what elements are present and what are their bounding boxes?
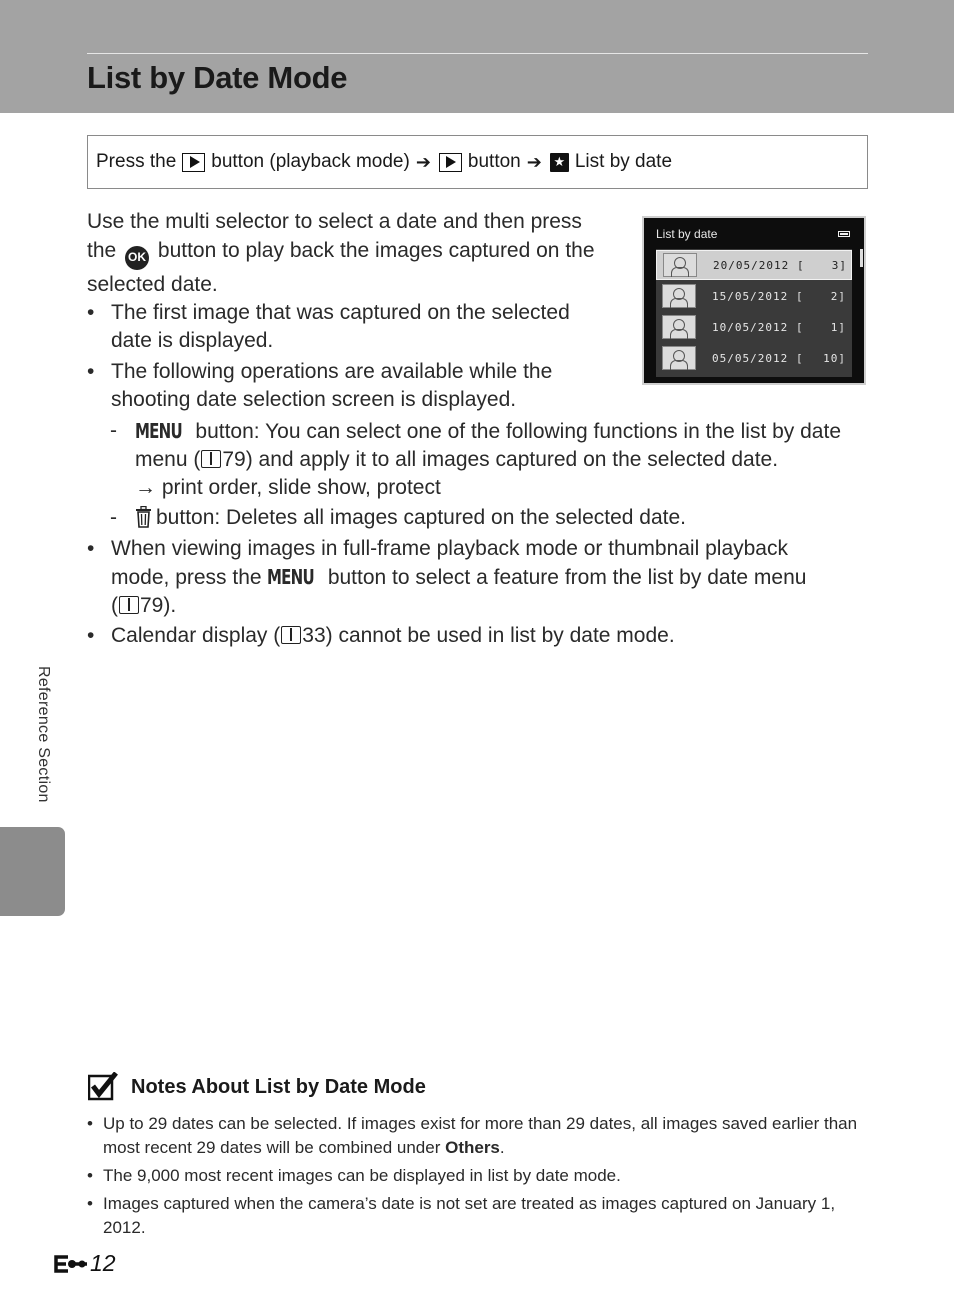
intro-line-3: selected date. xyxy=(87,272,218,296)
nav-button: button xyxy=(467,151,521,172)
checkmark-note-icon xyxy=(88,1072,118,1101)
arrow-right-icon: ➔ xyxy=(526,151,542,172)
bullet-dot: • xyxy=(87,1114,93,1133)
page-ref: 79 xyxy=(222,448,246,471)
section-label: Reference Section xyxy=(35,666,52,803)
section-tab xyxy=(0,827,65,916)
bullet-dot: • xyxy=(87,1166,93,1185)
nav-button-playback: button (playback mode) xyxy=(211,151,410,172)
date-row xyxy=(656,312,852,342)
bullet-line: date is displayed. xyxy=(111,329,274,352)
bullet-line-text: button to select a feature from the list by date menu xyxy=(327,566,807,589)
note-line-text: . xyxy=(499,1138,505,1157)
header-rule xyxy=(87,53,868,54)
sub-text xyxy=(135,417,870,502)
bullet-line-text: ). xyxy=(163,594,177,617)
note-item xyxy=(87,1164,867,1188)
sub-item-delete xyxy=(110,504,870,532)
bullet-line-text: Calendar display ( xyxy=(111,624,281,647)
row-bracket: [ xyxy=(796,320,804,334)
sub-line-text: button: You can select one of the following functions in the list by date xyxy=(195,420,841,443)
book-reference-icon xyxy=(201,450,221,468)
page-ref: 79 xyxy=(140,594,164,617)
sub-text xyxy=(135,504,870,532)
bullet-text xyxy=(111,299,570,355)
bullet-dot: • xyxy=(87,301,95,324)
list-item xyxy=(87,535,857,619)
sub-line-text: ) and apply it to all images captured on the selected date. xyxy=(245,448,779,471)
bullet-line-text: ) cannot be used in list by date mode. xyxy=(325,624,675,647)
thumbnail-image xyxy=(662,284,696,308)
menu-button-icon: MENU xyxy=(267,565,315,589)
date-row xyxy=(656,343,852,373)
sub-line xyxy=(135,446,870,474)
ok-button-icon: OK xyxy=(125,246,149,270)
thumbnail-image xyxy=(663,253,697,277)
thumbnail-image xyxy=(662,315,696,339)
page-number-text: 12 xyxy=(90,1250,116,1276)
row-count: 2] xyxy=(830,289,846,303)
bullet-text xyxy=(111,535,857,620)
bullet-line: When viewing images in full-frame playback mode or thumbnail playback xyxy=(111,537,788,560)
row-date: 20/05/2012 xyxy=(713,258,790,272)
header-band xyxy=(0,0,954,113)
playback-icon xyxy=(439,153,462,172)
list-by-date-icon: ★ xyxy=(550,153,569,172)
row-date: 15/05/2012 xyxy=(712,289,789,303)
intro-line-2 xyxy=(87,236,622,270)
book-reference-icon xyxy=(119,596,139,614)
note-item xyxy=(87,1192,867,1240)
sub-line-text: button: Deletes all images captured on the selected date. xyxy=(156,506,687,529)
sub-item-menu xyxy=(110,417,870,501)
sub-line-text: print order, slide show, protect xyxy=(161,476,441,499)
bullet-dot: • xyxy=(87,360,95,383)
page-title: List by Date Mode xyxy=(87,60,348,95)
sub-line xyxy=(135,417,870,446)
row-date: 10/05/2012 xyxy=(712,320,789,334)
note-text xyxy=(103,1112,867,1160)
bullet-line xyxy=(111,592,857,620)
sub-line xyxy=(135,474,870,502)
scrollbar-indicator xyxy=(860,249,863,267)
note-bold-term: Others xyxy=(445,1138,500,1157)
bullet-text xyxy=(111,358,552,414)
playback-icon xyxy=(182,153,205,172)
bullet-dot: • xyxy=(87,1194,93,1213)
trash-icon xyxy=(135,506,152,528)
note-item xyxy=(87,1112,867,1160)
sub-dash: - xyxy=(110,506,117,529)
bullet-line xyxy=(111,563,857,592)
row-date: 05/05/2012 xyxy=(712,351,789,365)
bullet-dot: • xyxy=(87,537,95,560)
note-line: Images captured when the camera’s date is not set are treated as images captured on January 1, xyxy=(103,1194,836,1213)
arrow-icon: → xyxy=(135,476,156,499)
bullet-line: The following operations are available while the xyxy=(111,360,553,383)
page-number xyxy=(54,1250,116,1277)
battery-icon xyxy=(838,231,850,237)
date-list xyxy=(656,249,852,377)
list-item xyxy=(87,299,607,355)
row-bracket: [ xyxy=(796,351,804,365)
bullet-dot: • xyxy=(87,624,95,647)
sub-dash: - xyxy=(110,419,117,442)
list-item xyxy=(87,358,607,414)
row-bracket: [ xyxy=(797,258,805,272)
bullet-line-text: mode, press the xyxy=(111,566,262,589)
page-ref: 33 xyxy=(302,624,326,647)
row-bracket: [ xyxy=(796,289,804,303)
note-line-text: most recent 29 dates will be combined under xyxy=(103,1138,441,1157)
nav-press-the: Press the xyxy=(96,151,177,172)
date-row xyxy=(656,250,852,280)
list-item xyxy=(87,622,857,650)
intro-the: the xyxy=(87,239,117,262)
row-count: 1] xyxy=(830,320,846,334)
note-line: The 9,000 most recent images can be displayed in list by date mode. xyxy=(103,1166,621,1185)
bullet-line: The first image that was captured on the selected xyxy=(111,301,570,324)
row-count: 3] xyxy=(831,258,847,272)
nav-list-by-date: List by date xyxy=(574,151,673,172)
book-reference-icon xyxy=(281,626,301,644)
navigation-path xyxy=(87,135,868,189)
date-row xyxy=(656,281,852,311)
intro-line-2-text: button to play back the images captured on the xyxy=(157,239,595,262)
menu-button-icon: MENU xyxy=(135,419,182,443)
camera-screen-title: List by date xyxy=(656,227,718,241)
reference-section-e-icon xyxy=(54,1254,88,1274)
sub-line-text: menu ( xyxy=(135,448,201,471)
note-text xyxy=(103,1164,867,1188)
note-line xyxy=(103,1136,867,1160)
thumbnail-image xyxy=(662,346,696,370)
intro-line-1: Use the multi selector to select a date and then press xyxy=(87,210,582,233)
row-count: 10] xyxy=(823,351,846,365)
bullet-text xyxy=(111,622,857,650)
intro-paragraph xyxy=(87,207,622,299)
note-line: 2012. xyxy=(103,1218,146,1237)
camera-screen-illustration xyxy=(642,216,866,385)
bullet-line-text: ( xyxy=(111,594,118,617)
note-text xyxy=(103,1192,867,1240)
note-line: Up to 29 dates can be selected. If images exist for more than 29 dates, all images saved earlier than xyxy=(103,1114,858,1133)
arrow-right-icon: ➔ xyxy=(415,151,431,172)
bullet-line: shooting date selection screen is displayed. xyxy=(111,388,517,411)
notes-title: Notes About List by Date Mode xyxy=(131,1076,426,1098)
